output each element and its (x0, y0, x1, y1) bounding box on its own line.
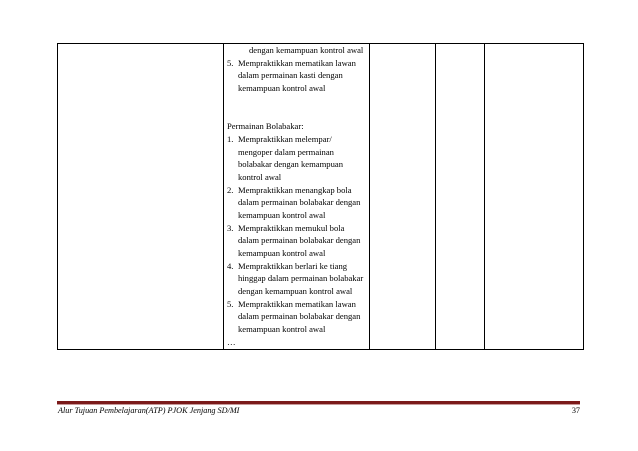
list-line: dalam permainan kasti dengan (238, 70, 343, 81)
cell-content (224, 44, 369, 349)
footer-divider (57, 401, 580, 405)
list-line: dalam permainan bolabakar dengan (238, 235, 361, 246)
list-line: dalam permainan bolabakar dengan (238, 311, 361, 322)
spacer (227, 107, 369, 120)
list-line: kemampuan kontrol awal (238, 248, 326, 258)
list-line: dengan kemampuan kontrol awal (238, 286, 353, 297)
spacer (227, 95, 369, 108)
list-line: kontrol awal (238, 171, 282, 182)
list-line: mengoper dalam permainan (238, 146, 334, 157)
page-number: 37 (571, 406, 580, 415)
list-line: 3. Mempraktikkan memukul bola (227, 222, 345, 233)
footer-title: Alur Tujuan Pembelajaran(ATP) PJOK Jenjang SD/MI (58, 406, 240, 415)
list-line: bolabakar dengan kemampuan (238, 159, 343, 170)
section-title: Permainan Bolabakar: (227, 121, 304, 132)
table-cell-content (224, 44, 370, 350)
list-line: kemampuan kontrol awal (238, 83, 326, 94)
list-line: 5. Mempraktikkan mematikan lawan (227, 57, 356, 68)
list-line: dalam permainan bolabakar dengan (238, 197, 361, 208)
atp-table (57, 43, 584, 350)
table-cell-empty (436, 44, 485, 350)
list-line: 5. Mempraktikkan mematikan lawan (227, 298, 356, 309)
list-line: dengan kemampuan kontrol awal (249, 45, 364, 55)
list-line: kemampuan kontrol awal (238, 209, 326, 220)
table-cell-empty (370, 44, 436, 350)
table-row (58, 44, 584, 350)
list-line: 1. Mempraktikkan melempar/ (227, 133, 332, 144)
list-line: kemampuan kontrol awal (238, 324, 326, 335)
list-line: 4. Mempraktikkan berlari ke tiang (227, 260, 348, 271)
table-cell-empty (485, 44, 584, 350)
table-cell-empty (58, 44, 224, 350)
ellipsis: … (227, 336, 236, 347)
list-line: 2. Mempraktikkan menangkap bola (227, 184, 352, 195)
list-line: hinggap dalam permainan bolabakar (238, 273, 364, 284)
